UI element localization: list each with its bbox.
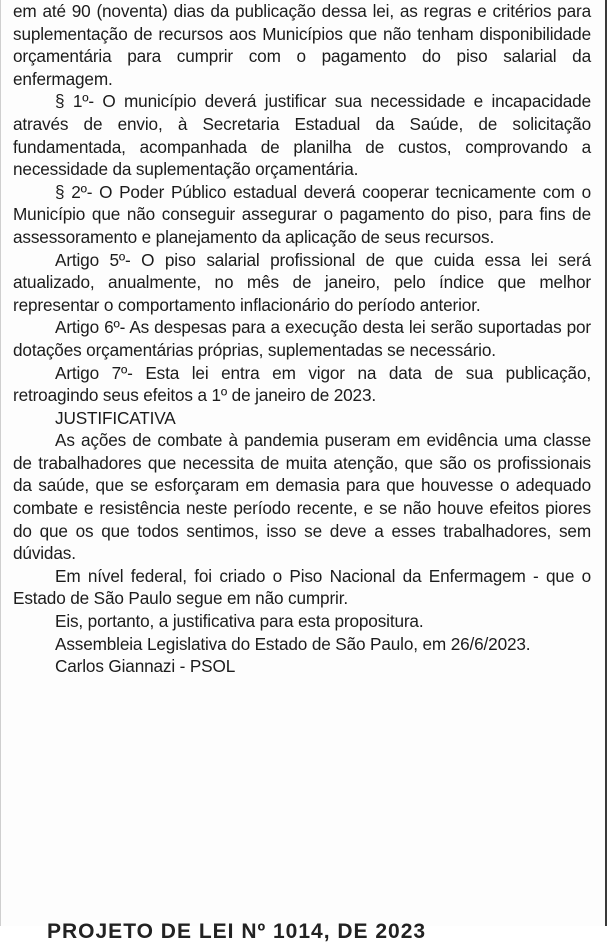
paragraph-section-2: § 2º- O Poder Público estadual deverá cooperar tecnicamente com o Município que não conseguir assegurar o pagamento do piso, para fins de assessoramento e planejamento da aplicação de seus recursos. — [13, 181, 591, 247]
justification-heading: JUSTIFICATIVA — [55, 407, 176, 428]
paragraph-federal-level: Em nível federal, foi criado o Piso Nacional da Enfermagem - que o Estado de São Paulo segue em não cumprir. — [13, 565, 591, 609]
paragraph-justification-body: As ações de combate à pandemia puseram em evidência uma classe de trabalhadores que necessita de muita atenção, que são os profissionais da saúde, que se esforçaram em demasia para que houvesse o adequado combate e resistência neste período recente, e se não houve efeitos piores do que os que todos sentimos, isso se deve a esses trabalhadores, sem dúvidas. — [13, 430, 591, 564]
next-bill-heading-cropped — [47, 908, 547, 943]
text-column — [13, 0, 591, 678]
paragraph-article-5: Artigo 5º- O piso salarial profissional de que cuida essa lei será atualizado, anualmente, no mês de janeiro, pelo índice que melhor representar o comportamento inflacionário do período anterior. — [13, 249, 591, 315]
paragraph-section-1: § 1º- O município deverá justificar sua necessidade e incapacidade através de envio, à Secretaria Estadual da Saúde, de solicitação fundamentada, acompanhada de planilha de custos, comprovando a necessidade da suplementação orçamentária. — [13, 91, 591, 180]
paragraph-place-date: Assembleia Legislativa do Estado de São Paulo, em 26/6/2023. — [55, 633, 531, 654]
paragraph-conclusion: Eis, portanto, a justificativa para esta propositura. — [55, 611, 424, 632]
paragraph-article-7: Artigo 7º- Esta lei entra em vigor na data de sua publicação, retroagindo seus efeitos a 1º de janeiro de 2023. — [13, 362, 591, 406]
next-bill-heading-text: PROJETO DE LEI Nº 1014, DE 2023 — [47, 920, 427, 943]
paragraph-signature: Carlos Giannazi - PSOL — [55, 656, 236, 677]
paragraph-article-6: Artigo 6º- As despesas para a execução desta lei serão suportadas por dotações orçamentárias próprias, suplementadas se necessário. — [13, 317, 591, 360]
paragraph-continuation: em até 90 (noventa) dias da publicação dessa lei, as regras e critérios para suplementação de recursos aos Municípios que não tenham disponibilidade orçamentária para cumprir com o pagamento do piso salarial da enfermagem. — [13, 1, 591, 89]
